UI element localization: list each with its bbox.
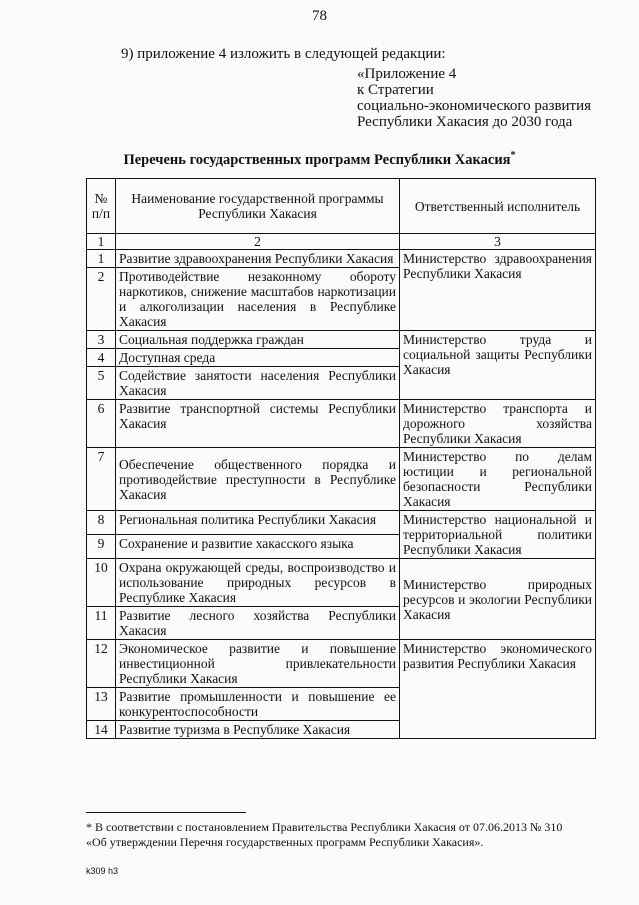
- row-number: 14: [87, 721, 116, 739]
- header-num: № п/п: [87, 179, 116, 234]
- appendix-note: [357, 66, 591, 130]
- program-name: Развитие промышленности и повышение ее конкурентоспособности: [116, 688, 400, 721]
- row-number: 2: [87, 268, 116, 331]
- program-name: Экономическое развитие и повышение инвестиционной привлекательности Республики Хакасия: [116, 640, 400, 688]
- program-name: Доступная среда: [116, 349, 400, 367]
- column-number: 3: [400, 234, 596, 250]
- executor: Министерство природных ресурсов и экологии Республики Хакасия: [400, 559, 596, 640]
- program-name: Развитие транспортной системы Республики Хакасия: [116, 400, 400, 448]
- appendix-note-line: «Приложение 4: [357, 66, 457, 82]
- program-name: Содействие занятости населения Республики Хакасия: [116, 367, 400, 400]
- program-name: Развитие туризма в Республике Хакасия: [116, 721, 400, 739]
- row-number: 9: [87, 535, 116, 559]
- row-number: 13: [87, 688, 116, 721]
- table-row: [87, 511, 596, 535]
- program-name: Охрана окружающей среды, воспроизводство и использование природных ресурсов в Республике Хакасия: [116, 559, 400, 607]
- table-row: [87, 640, 596, 688]
- program-name: Противодействие незаконному обороту наркотиков, снижение масштабов наркотизации и алкоголизации населения в Республике Хакасия: [116, 268, 400, 331]
- row-number: 3: [87, 331, 116, 349]
- programs-table: [86, 178, 596, 739]
- program-name: Развитие лесного хозяйства Республики Хакасия: [116, 607, 400, 640]
- row-number: 6: [87, 400, 116, 448]
- table-row: [87, 250, 596, 268]
- footnote-marker: *: [510, 150, 516, 161]
- appendix-note-line: к Стратегии: [357, 82, 434, 98]
- program-name: Региональная политика Республики Хакасия: [116, 511, 400, 535]
- program-name: Развитие здравоохранения Республики Хакасия: [116, 250, 400, 268]
- column-number-row: [87, 234, 596, 250]
- executor: Министерство здравоохранения Республики Хакасия: [400, 250, 596, 331]
- document-code: k309 h3: [86, 866, 119, 876]
- footnote-line: * В соответствии с постановлением Правительства Республики Хакасия от 07.06.2013 № 310: [86, 820, 563, 834]
- column-number: 2: [116, 234, 400, 250]
- row-number: 7: [87, 448, 116, 511]
- table-row: [87, 559, 596, 607]
- title-text: Перечень государственных программ Республики Хакасия: [123, 151, 511, 168]
- table-row: [87, 448, 596, 511]
- page-number: 78: [312, 8, 327, 24]
- row-number: 12: [87, 640, 116, 688]
- header-name: Наименование государственной программы Республики Хакасия: [116, 179, 400, 234]
- executor: Министерство национальной и территориальной политики Республики Хакасия: [400, 511, 596, 559]
- document-title: [0, 150, 639, 169]
- program-name: Сохранение и развитие хакасского языка: [116, 535, 400, 559]
- table-row: [87, 400, 596, 448]
- column-number: 1: [87, 234, 116, 250]
- executor: Министерство экономического развития Республики Хакасия: [400, 640, 596, 739]
- program-name: Социальная поддержка граждан: [116, 331, 400, 349]
- program-name: Обеспечение общественного порядка и противодействие преступности в Республике Хакасия: [116, 448, 400, 511]
- row-number: 5: [87, 367, 116, 400]
- table-header-row: [87, 179, 596, 234]
- table-row: [87, 331, 596, 349]
- row-number: 8: [87, 511, 116, 535]
- appendix-note-line: Республики Хакасия до 2030 года: [357, 114, 573, 130]
- footnote: [86, 820, 606, 850]
- footnote-line: «Об утверждении Перечня государственных программ Республики Хакасия».: [86, 835, 484, 849]
- executor: Министерство труда и социальной защиты Республики Хакасия: [400, 331, 596, 400]
- row-number: 11: [87, 607, 116, 640]
- footnote-divider: [86, 812, 246, 813]
- row-number: 4: [87, 349, 116, 367]
- appendix-note-line: социально-экономического развития: [357, 98, 592, 114]
- header-exec: Ответственный исполнитель: [400, 179, 596, 234]
- amendment-intro: 9) приложение 4 изложить в следующей редакции:: [121, 46, 446, 62]
- row-number: 10: [87, 559, 116, 607]
- executor: Министерство по делам юстиции и региональной безопасности Республики Хакасия: [400, 448, 596, 511]
- row-number: 1: [87, 250, 116, 268]
- executor: Министерство транспорта и дорожного хозяйства Республики Хакасия: [400, 400, 596, 448]
